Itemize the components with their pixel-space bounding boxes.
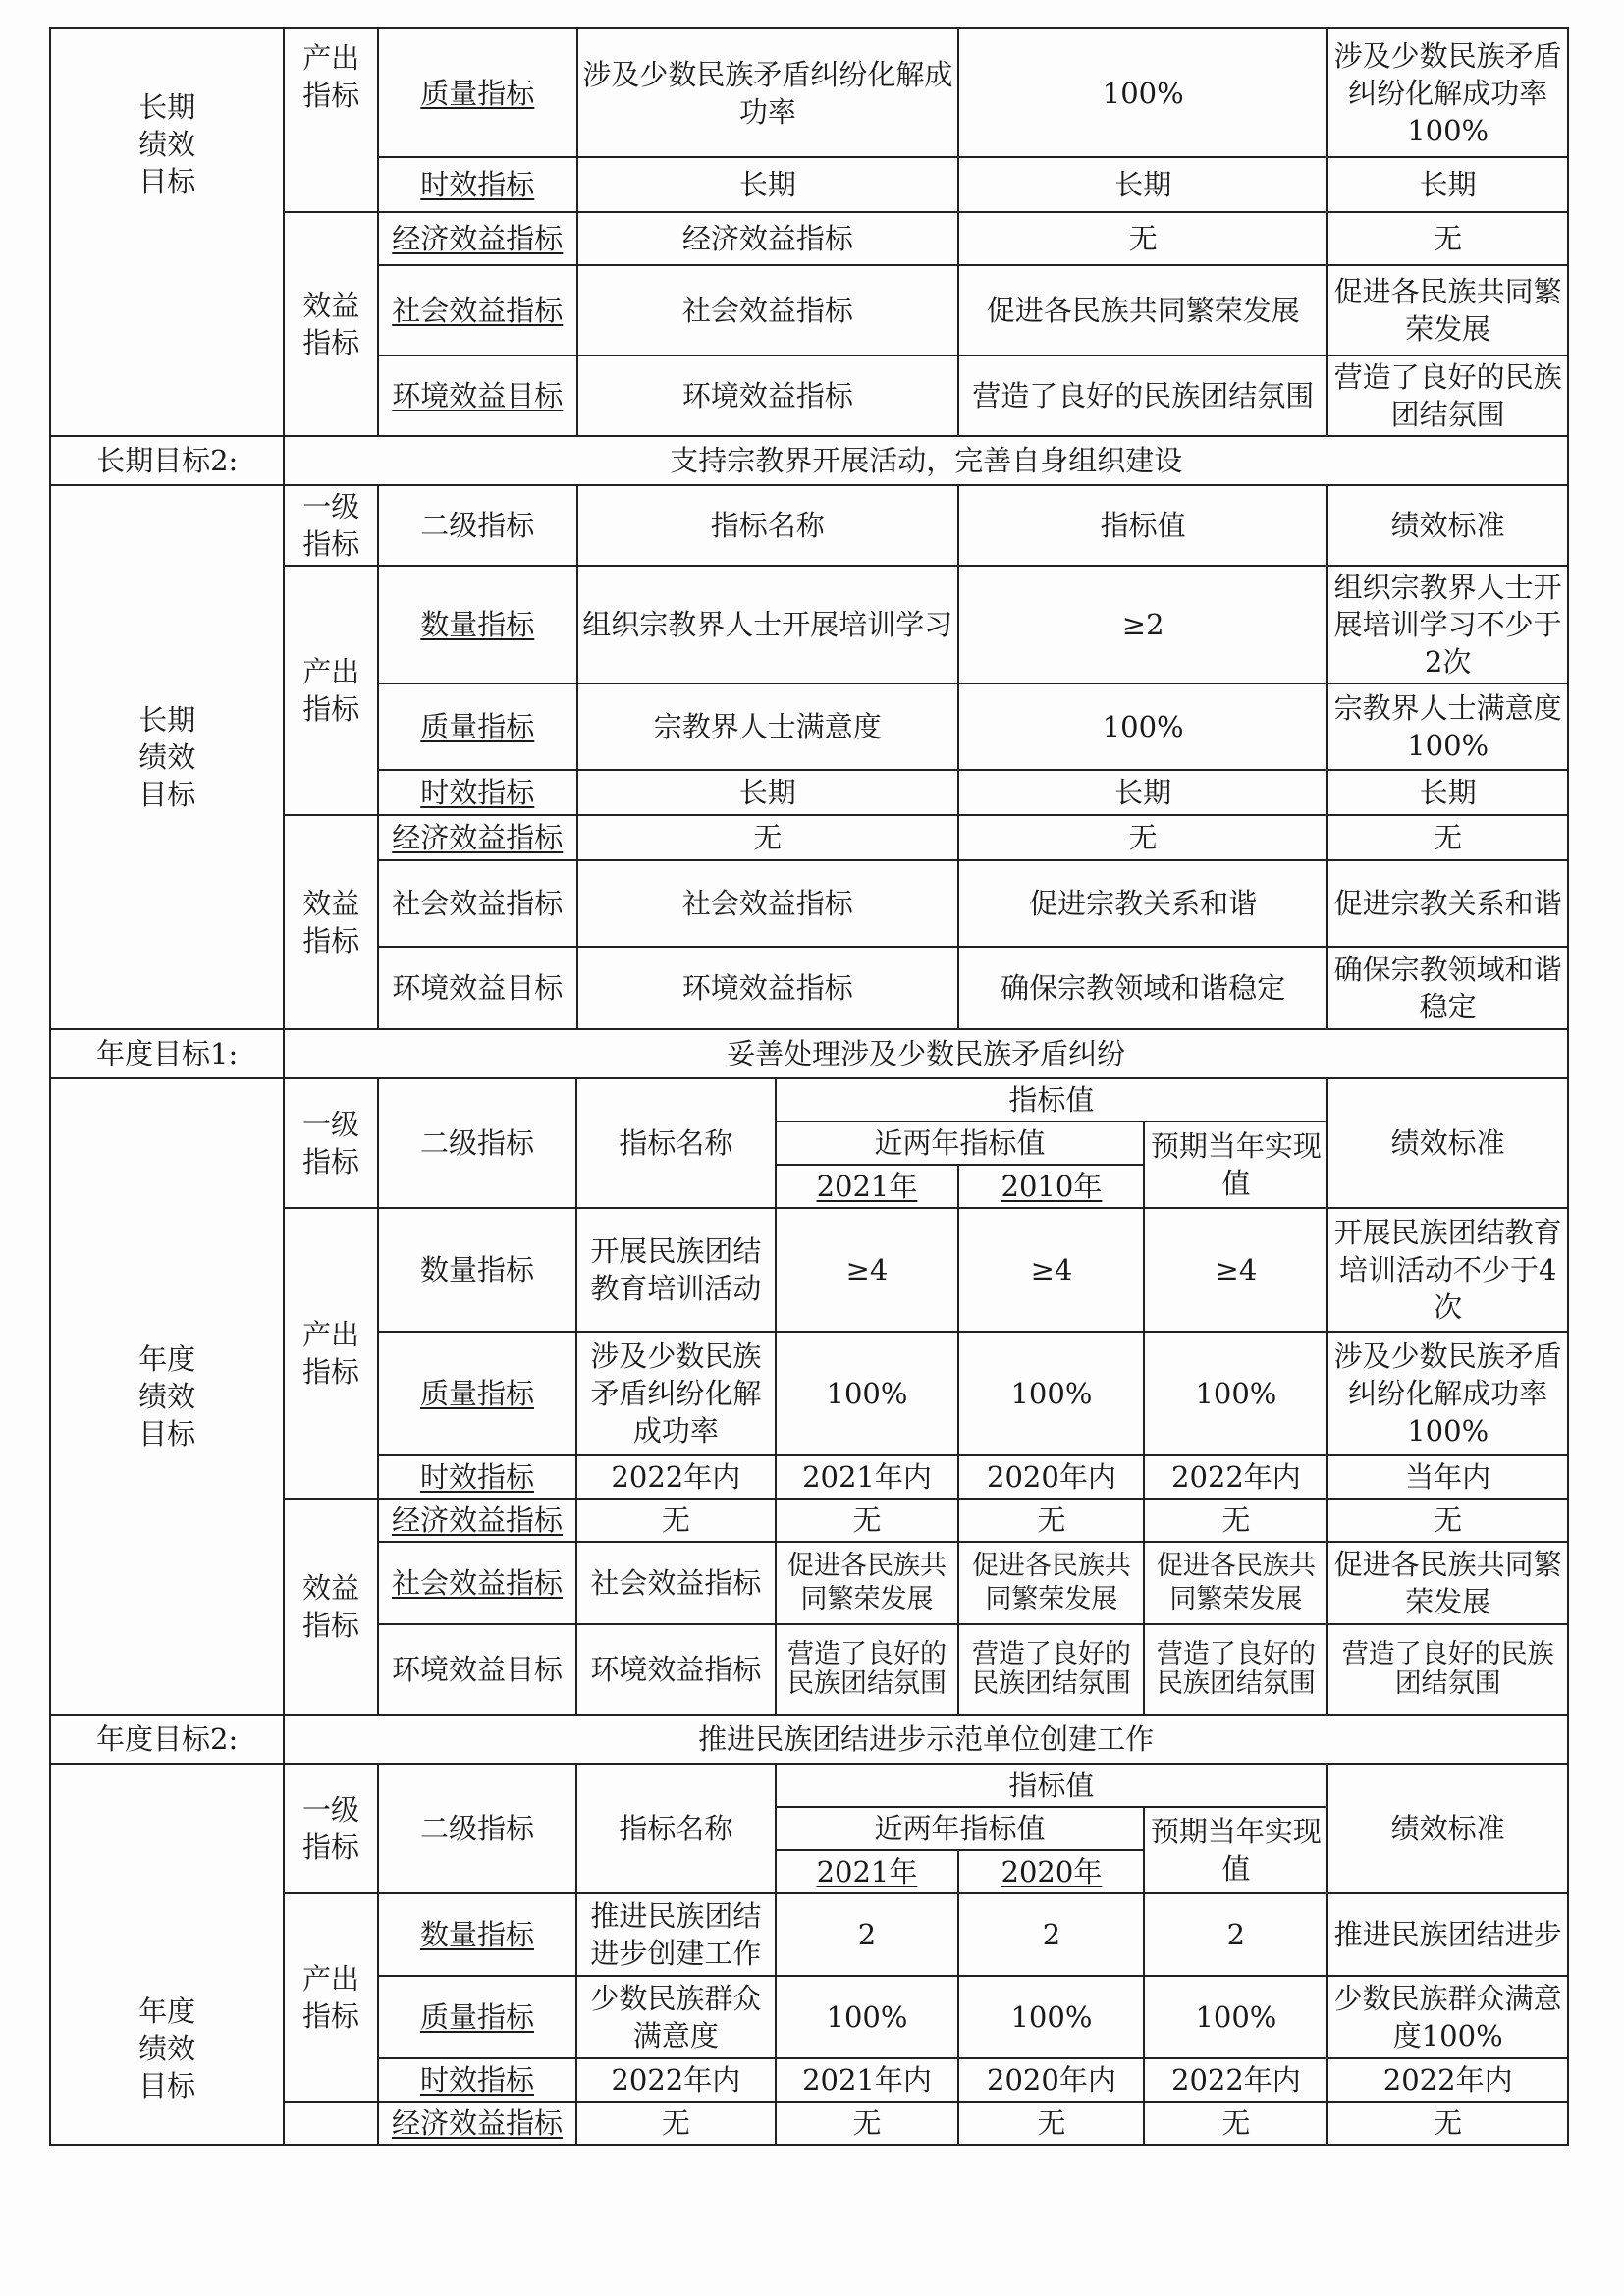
- performance-standard: 涉及少数民族矛盾纠纷化解成功率100%: [1327, 28, 1568, 157]
- long-term-label: 长期 绩效 目标: [50, 28, 284, 436]
- header-indicator-name: 指标名称: [576, 1764, 775, 1893]
- quality-indicator: 质量指标: [378, 1332, 576, 1455]
- performance-standard: 无: [1327, 1499, 1568, 1542]
- performance-standard: 涉及少数民族矛盾纠纷化解成功率100%: [1327, 1332, 1568, 1455]
- performance-standard: 确保宗教领域和谐稳定: [1327, 947, 1568, 1029]
- header-level1: 一级指标: [284, 485, 378, 566]
- indicator-name: 2022年内: [576, 2058, 775, 2102]
- expected-value: 无: [1144, 1499, 1327, 1542]
- performance-standard: 促进各民族共同繁荣发展: [1327, 265, 1568, 355]
- benefit-indicator-cell: [284, 2102, 378, 2145]
- indicator-name: 长期: [577, 770, 959, 815]
- header-level2: 二级指标: [378, 485, 576, 566]
- long-term-label: 长期 绩效 目标: [50, 485, 284, 1029]
- value-year-2: 无: [958, 1499, 1144, 1542]
- target-label: 长期目标2:: [50, 436, 284, 485]
- target-title: 妥善处理涉及少数民族矛盾纠纷: [284, 1029, 1568, 1078]
- performance-standard: 少数民族群众满意度100%: [1327, 1976, 1568, 2058]
- value-year-2: ≥4: [958, 1208, 1144, 1332]
- header-indicator-value: 指标值: [776, 1078, 1328, 1121]
- benefit-indicator-label: 效益指标: [284, 212, 378, 436]
- environment-benefit-target: 环境效益目标: [378, 355, 577, 436]
- indicator-name: 2022年内: [576, 1455, 775, 1499]
- indicator-value: 无: [958, 815, 1327, 860]
- value-year-2: 2020年内: [958, 1455, 1144, 1499]
- indicator-name: 无: [577, 815, 959, 860]
- environment-benefit-target: 环境效益目标: [378, 1624, 576, 1715]
- value-year-2: 100%: [958, 1332, 1144, 1455]
- header-indicator-name: 指标名称: [576, 1078, 775, 1208]
- indicator-value: 无: [958, 212, 1327, 265]
- indicator-value: 促进各民族共同繁荣发展: [958, 265, 1327, 355]
- indicator-name: 开展民族团结教育培训活动: [576, 1208, 775, 1332]
- benefit-indicator-label: 效益指标: [284, 815, 378, 1029]
- value-year-1: 2021年内: [776, 1455, 959, 1499]
- indicator-name: 少数民族群众满意度: [576, 1976, 775, 2058]
- indicator-name: 社会效益指标: [576, 1542, 775, 1624]
- target-title: 推进民族团结进步示范单位创建工作: [284, 1715, 1568, 1764]
- performance-standard: 无: [1327, 815, 1568, 860]
- performance-standard: 开展民族团结教育培训活动不少于4次: [1327, 1208, 1568, 1332]
- value-year-2: 促进各民族共同繁荣发展: [958, 1542, 1144, 1624]
- header-performance-standard: 绩效标准: [1327, 1078, 1568, 1208]
- expected-value: 无: [1144, 2102, 1327, 2145]
- indicator-name: 经济效益指标: [577, 212, 959, 265]
- header-level2: 二级指标: [378, 1764, 576, 1893]
- header-level1: 一级指标: [284, 1078, 378, 1208]
- header-year-2: 2010年: [958, 1165, 1144, 1208]
- annual-label: 年度 绩效 目标: [50, 1078, 284, 1715]
- indicator-name: 环境效益指标: [577, 947, 959, 1029]
- expected-value: 2022年内: [1144, 1455, 1327, 1499]
- output-indicator-label: 产出指标: [284, 28, 378, 212]
- header-indicator-name: 指标名称: [577, 485, 959, 566]
- quality-indicator: 质量指标: [378, 683, 576, 770]
- timeliness-indicator: 时效指标: [378, 157, 577, 212]
- annual-label: 年度 绩效 目标: [50, 1764, 284, 2145]
- value-year-1: 2021年内: [776, 2058, 959, 2102]
- indicator-name: 无: [576, 1499, 775, 1542]
- timeliness-indicator: 时效指标: [378, 2058, 576, 2102]
- performance-standard: 2022年内: [1327, 2058, 1568, 2102]
- header-year-1: 2021年: [776, 1850, 959, 1893]
- quality-indicator: 质量指标: [378, 1976, 576, 2058]
- output-indicator-label: 产出指标: [284, 1208, 378, 1499]
- benefit-indicator-label: 效益指标: [284, 1499, 378, 1715]
- value-year-1: 100%: [776, 1332, 959, 1455]
- indicator-name: 环境效益指标: [576, 1624, 775, 1715]
- quantity-indicator: 数量指标: [378, 1893, 576, 1976]
- performance-standard: 宗教界人士满意度100%: [1327, 683, 1568, 770]
- environment-benefit-target: 环境效益目标: [378, 947, 576, 1029]
- performance-standard: 无: [1327, 2102, 1568, 2145]
- performance-standard: 促进各民族共同繁荣发展: [1327, 1542, 1568, 1624]
- expected-value: ≥4: [1144, 1208, 1327, 1332]
- long-term-target-2-table: [49, 435, 1569, 1030]
- annual-target-1-table: [49, 1028, 1569, 1716]
- value-year-1: 营造了良好的民族团结氛围: [776, 1624, 959, 1715]
- expected-value: 促进各民族共同繁荣发展: [1144, 1542, 1327, 1624]
- social-benefit-indicator: 社会效益指标: [378, 1542, 576, 1624]
- indicator-value: 长期: [958, 157, 1327, 212]
- performance-standard: 当年内: [1327, 1455, 1568, 1499]
- performance-standard: 组织宗教界人士开展培训学习不少于2次: [1327, 566, 1568, 683]
- economic-benefit-indicator: 经济效益指标: [378, 212, 577, 265]
- quality-indicator: 质量指标: [378, 28, 577, 157]
- value-year-2: 2020年内: [958, 2058, 1144, 2102]
- social-benefit-indicator: 社会效益指标: [378, 265, 577, 355]
- header-recent-two-years: 近两年指标值: [776, 1121, 1145, 1165]
- header-year-2: 2020年: [958, 1850, 1144, 1893]
- header-level1: 一级指标: [284, 1764, 378, 1893]
- indicator-name: 无: [576, 2102, 775, 2145]
- expected-value: 100%: [1144, 1976, 1327, 2058]
- value-year-2: 营造了良好的民族团结氛围: [958, 1624, 1144, 1715]
- timeliness-indicator: 时效指标: [378, 1455, 576, 1499]
- value-year-1: 2: [776, 1893, 959, 1976]
- performance-standard: 无: [1327, 212, 1568, 265]
- performance-targets-table: [49, 27, 1569, 2146]
- target-label: 年度目标2:: [50, 1715, 284, 1764]
- indicator-name: 组织宗教界人士开展培训学习: [577, 566, 959, 683]
- performance-standard: 长期: [1327, 770, 1568, 815]
- header-level2: 二级指标: [378, 1078, 576, 1208]
- performance-standard: 营造了良好的民族团结氛围: [1327, 1624, 1568, 1715]
- performance-standard: 促进宗教关系和谐: [1327, 860, 1568, 947]
- social-benefit-indicator: 社会效益指标: [378, 860, 576, 947]
- value-year-1: ≥4: [776, 1208, 959, 1332]
- indicator-name: 推进民族团结进步创建工作: [576, 1893, 775, 1976]
- indicator-value: 确保宗教领域和谐稳定: [958, 947, 1327, 1029]
- indicator-name: 涉及少数民族矛盾纠纷化解成功率: [576, 1332, 775, 1455]
- header-indicator-value: 指标值: [958, 485, 1327, 566]
- header-indicator-value: 指标值: [776, 1764, 1328, 1807]
- expected-value: 2: [1144, 1893, 1327, 1976]
- indicator-name: 社会效益指标: [577, 860, 959, 947]
- value-year-1: 无: [776, 1499, 959, 1542]
- header-expected-value: 预期当年实现值: [1144, 1121, 1327, 1208]
- expected-value: 100%: [1144, 1332, 1327, 1455]
- value-year-1: 无: [776, 2102, 959, 2145]
- timeliness-indicator: 时效指标: [378, 770, 576, 815]
- value-year-1: 促进各民族共同繁荣发展: [776, 1542, 959, 1624]
- indicator-value: 促进宗教关系和谐: [958, 860, 1327, 947]
- header-year-1: 2021年: [776, 1165, 959, 1208]
- expected-value: 2022年内: [1144, 2058, 1327, 2102]
- output-indicator-label: 产出指标: [284, 566, 378, 815]
- value-year-2: 无: [958, 2102, 1144, 2145]
- value-year-2: 100%: [958, 1976, 1144, 2058]
- header-recent-two-years: 近两年指标值: [776, 1807, 1145, 1850]
- indicator-name: 环境效益指标: [577, 355, 959, 436]
- header-performance-standard: 绩效标准: [1327, 1764, 1568, 1893]
- target-title: 支持宗教界开展活动，完善自身组织建设: [284, 436, 1568, 485]
- indicator-name: 宗教界人士满意度: [577, 683, 959, 770]
- long-term-target-1-table: [49, 27, 1569, 437]
- header-expected-value: 预期当年实现值: [1144, 1807, 1327, 1893]
- economic-benefit-indicator: 经济效益指标: [378, 1499, 576, 1542]
- value-year-2: 2: [958, 1893, 1144, 1976]
- value-year-1: 100%: [776, 1976, 959, 2058]
- performance-standard: 长期: [1327, 157, 1568, 212]
- performance-standard: 推进民族团结进步: [1327, 1893, 1568, 1976]
- annual-target-2-table: [49, 1714, 1569, 2146]
- performance-standard: 营造了良好的民族团结氛围: [1327, 355, 1568, 436]
- indicator-value: 营造了良好的民族团结氛围: [958, 355, 1327, 436]
- target-label: 年度目标1:: [50, 1029, 284, 1078]
- indicator-name: 涉及少数民族矛盾纠纷化解成功率: [577, 28, 959, 157]
- quantity-indicator: 数量指标: [378, 1208, 576, 1332]
- indicator-value: ≥2: [958, 566, 1327, 683]
- indicator-value: 100%: [958, 28, 1327, 157]
- header-performance-standard: 绩效标准: [1327, 485, 1568, 566]
- economic-benefit-indicator: 经济效益指标: [378, 2102, 576, 2145]
- indicator-value: 长期: [958, 770, 1327, 815]
- economic-benefit-indicator: 经济效益指标: [378, 815, 576, 860]
- indicator-name: 长期: [577, 157, 959, 212]
- quantity-indicator: 数量指标: [378, 566, 576, 683]
- output-indicator-label: 产出指标: [284, 1893, 378, 2102]
- indicator-value: 100%: [958, 683, 1327, 770]
- expected-value: 营造了良好的民族团结氛围: [1144, 1624, 1327, 1715]
- indicator-name: 社会效益指标: [577, 265, 959, 355]
